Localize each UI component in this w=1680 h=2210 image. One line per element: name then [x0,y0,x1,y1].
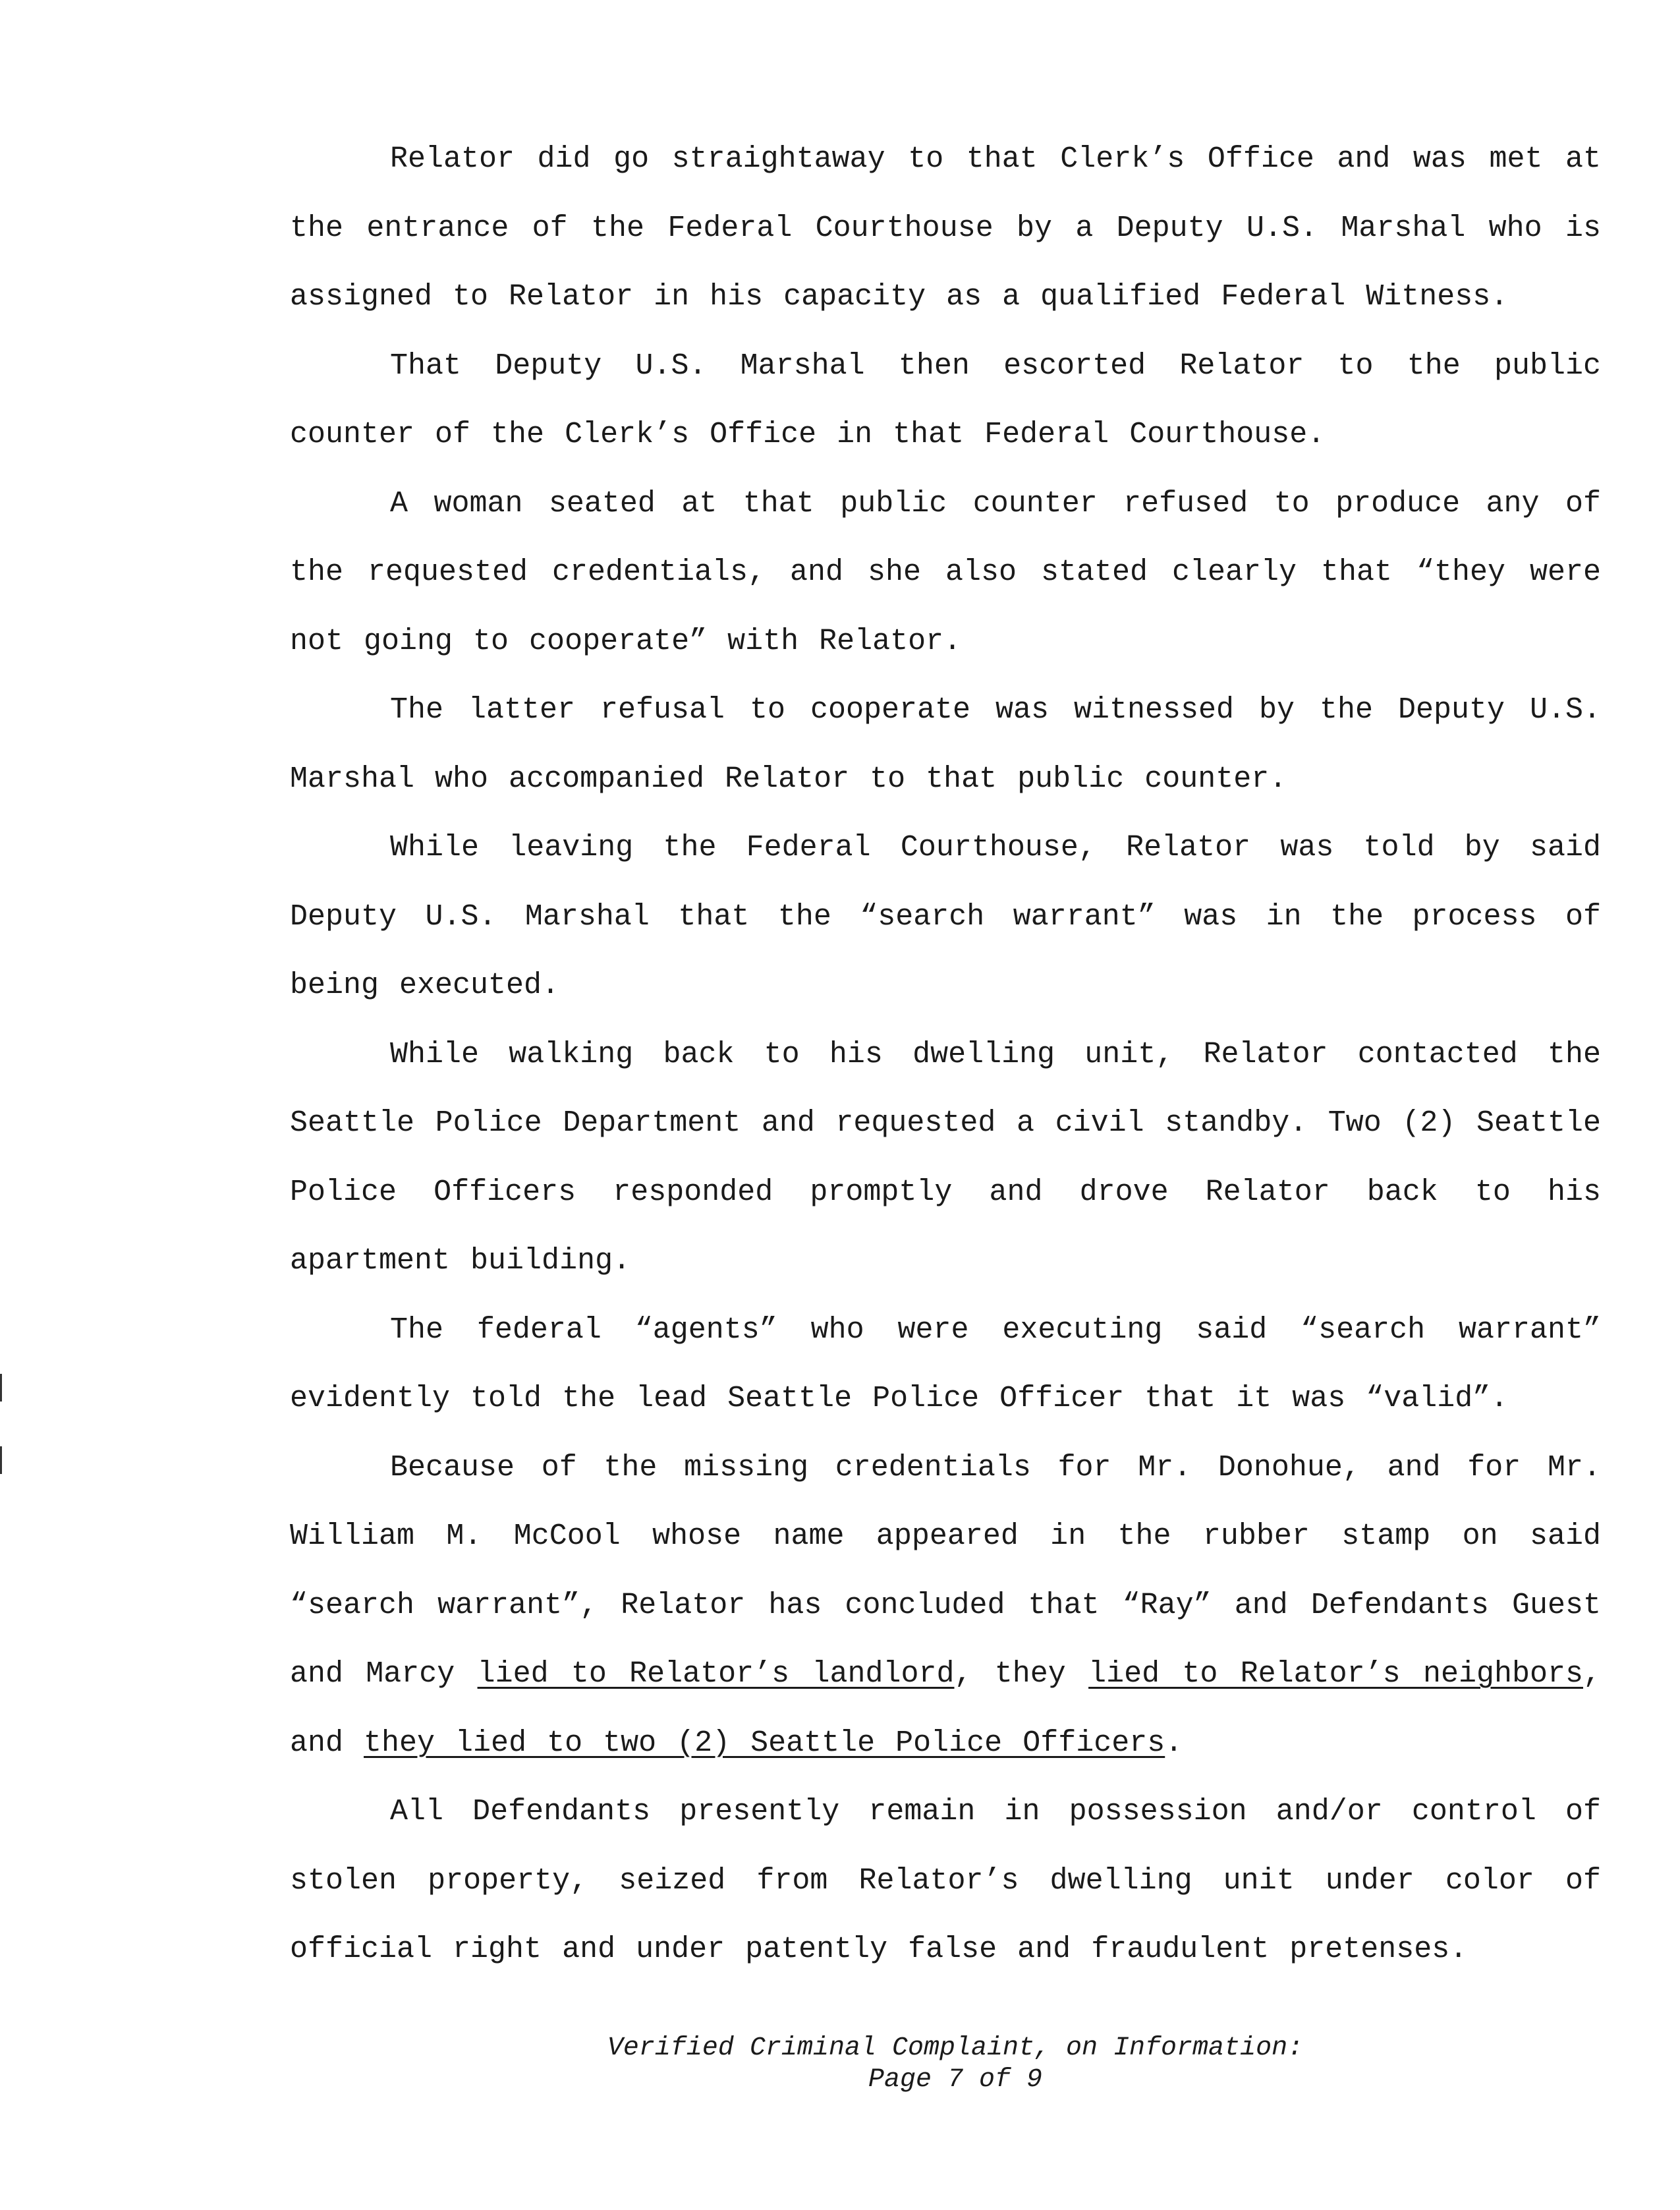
underlined-text: they lied to two (2) Seattle Police Officers [364,1726,1165,1760]
underlined-text: lied to Relator’s neighbors [1088,1657,1583,1691]
paragraph [290,1778,1601,1985]
paragraph [290,1296,1601,1434]
paragraph-text: Because of the missing credentials for Mr. Donohue, and for Mr. William M. McCool whose name appeared in the rubber stamp on said “search warrant”, Relator has concluded that “Ray” and Defendants Guest and Marcy [290,1450,1601,1691]
paragraph [290,332,1601,470]
paragraph [290,814,1601,1021]
paragraph-text: While walking back to his dwelling unit, Relator contacted the Seattle Police Department and requested a civil standby. Two (2) Seattle Police Officers responded promptly and drove Relator back to his apartment building. [290,1037,1601,1278]
paragraph-text: The latter refusal to cooperate was witnessed by the Deputy U.S. Marshal who accompanied Relator to that public counter. [290,693,1601,796]
paragraph-text: All Defendants presently remain in possession and/or control of stolen property, seized from Relator’s dwelling unit under color of official right and under patently false and fraudulent pretenses. [290,1795,1601,1966]
margin-mark [0,1374,2,1402]
paragraph-text: That Deputy U.S. Marshal then escorted Relator to the public counter of the Clerk’s Office in that Federal Courthouse. [290,349,1601,451]
footer-title: Verified Criminal Complaint, on Information: [607,2033,1304,2063]
paragraph-text: A woman seated at that public counter refused to produce any of the requested credentials, and she also stated clearly that “they were not going to cooperate” with Relator. [290,486,1601,658]
paragraph [290,470,1601,677]
paragraph-text: , they [954,1657,1089,1691]
footer-page-number: Page 7 of 9 [868,2065,1043,2095]
paragraph [290,1434,1601,1778]
page-footer [0,2033,1680,2096]
paragraph [290,676,1601,814]
document-body [290,125,1601,1985]
paragraph-text: . [1165,1726,1183,1760]
paragraph [290,125,1601,332]
paragraph-text: , and [290,1657,1601,1760]
paragraph [290,1021,1601,1296]
paragraph-text: The federal “agents” who were executing said “search warrant” evidently told the lead Seattle Police Officer that it was “valid”. [290,1313,1601,1415]
underlined-text: lied to Relator’s landlord [477,1657,955,1691]
paragraph-text: While leaving the Federal Courthouse, Relator was told by said Deputy U.S. Marshal that the “search warrant” was in the process of being executed. [290,831,1601,1002]
margin-mark [0,1446,2,1474]
paragraph-text: Relator did go straightaway to that Clerk’s Office and was met at the entrance of the Federal Courthouse by a Deputy U.S. Marshal who is assigned to Relator in his capacity as a qualified Federal Witness. [290,142,1601,314]
